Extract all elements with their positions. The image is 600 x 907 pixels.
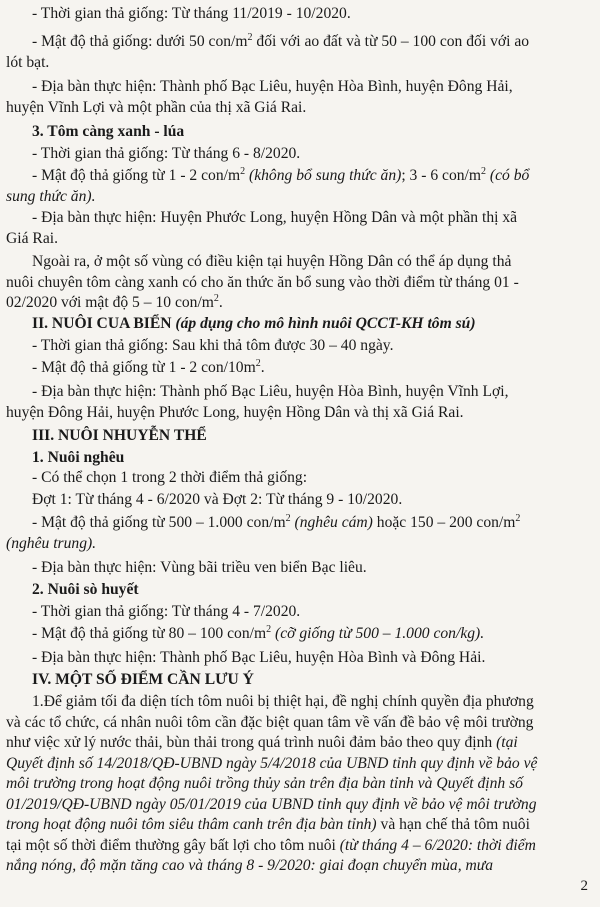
s4-title: III. NUÔI NHUYỄN THỂ [32, 427, 207, 444]
s4-line2: Đợt 1: Từ tháng 4 - 6/2020 và Đợt 2: Từ tháng 9 - 10/2020. [32, 491, 403, 508]
s2-area: - Địa bàn thực hiện: Thành phố Bạc Liêu, huyện Hòa Bình, huyện Vĩnh Lợi, huyện Đông Hải, huyện Phước Long, huyện Hồng Dân và thị xã Giá Rai. [6, 383, 509, 421]
s4-sub1: 1. Nuôi nghêu [32, 449, 125, 466]
s1-area: - Địa bàn thực hiện: Thành phố Bạc Liêu, huyện Hòa Bình, huyện Đông Hải, huyện Vĩnh Lợi và một phần của thị xã Giá Rai. [6, 78, 513, 116]
s5-paragraph: 1.Để giảm tối đa diện tích tôm nuôi bị thiệt hại, đề nghị chính quyền địa phương và các tổ chức, cá nhân nuôi tôm cần đặc biệt quan tâm về vấn đề bảo vệ môi trường như việc xử lý nước thải, bùn thải trong quá trình nuôi đảm bảo theo quy định (tại Quyết định số 14/2018/QĐ-UBND ngày 5/4/2018 của UBND tỉnh quy định về bảo vệ môi trường trong hoạt động nuôi trồng thủy sản trên địa bàn tỉnh và Quyết định số 01/2019/QĐ-UBND ngày 05/01/2019 của UBND tỉnh quy định về bảo vệ môi trường trong hoạt động nuôi tôm siêu thâm canh trên địa bàn tỉnh) và hạn chế thả tôm nuôi tại một số thời điểm thường gây bất lợi cho tôm nuôi (từ tháng 4 – 6/2020: thời điểm nắng nóng, độ mặn tăng cao và tháng 8 - 9/2020: giai đoạn chuyển mùa, mưa [6, 693, 538, 874]
s4-line1: - Có thể chọn 1 trong 2 thời điểm thả giống: [32, 469, 308, 486]
s4-area2: - Địa bàn thực hiện: Thành phố Bạc Liêu, huyện Hòa Bình và Đông Hải. [32, 649, 486, 666]
s4-area: - Địa bàn thực hiện: Vùng bãi triều ven biển Bạc liêu. [32, 559, 367, 576]
s3-area: - Địa bàn thực hiện: Huyện Phước Long, huyện Hồng Dân và một phần thị xã Giá Rai. [6, 209, 518, 247]
s4-density: - Mật độ thả giống từ 500 – 1.000 con/$m^2$ (nghêu cám) hoặc 150 – 200 con/$m^2$ (nghêu trung). [6, 512, 521, 552]
s1-density: - Mật độ thả giống: dưới 50 con/$m^2$ đối với ao đất và từ 50 – 100 con đối với ao lót bạt. [6, 31, 530, 71]
page-number: 2 [580, 878, 588, 894]
s1-line1: - Thời gian thả giống: Từ tháng 11/2019 - 10/2020. [32, 5, 351, 22]
s3-note: Ngoài ra, ở một số vùng có điều kiện tại huyện Hồng Dân có thể áp dụng thả nuôi chuyên tôm càng xanh có cho ăn thức ăn bổ sung vào thời điểm từ tháng 01 - 02/2020 với mật độ 5 – 10 con/$m^2$. [6, 253, 519, 311]
s3-density: - Mật độ thả giống từ 1 - 2 con/$m^2$ (không bổ sung thức ăn); 3 - 6 con/$m^2$ (có bổ sung thức ăn). [6, 165, 530, 205]
s3-line1: - Thời gian thả giống: Từ tháng 6 - 8/2020. [32, 145, 301, 162]
s4-line5: - Thời gian thả giống: Từ tháng 4 - 7/2020. [32, 603, 301, 620]
s3-title: 3. Tôm càng xanh - lúa [32, 123, 185, 140]
s5-title: IV. MỘT SỐ ĐIỂM CẦN LƯU Ý [32, 671, 254, 688]
s2-line1: - Thời gian thả giống: Sau khi thả tôm được 30 – 40 ngày. [32, 337, 394, 354]
s4-sub2: 2. Nuôi sò huyết [32, 581, 139, 598]
s2-density: - Mật độ thả giống từ 1 - 2 con/$10m^2$. [32, 357, 265, 376]
s2-title: II. NUÔI CUA BIỂN (áp dụng cho mô hình nuôi QCCT-KH tôm sú) [32, 315, 476, 332]
s4-density2: - Mật độ thả giống từ 80 – 100 con/$m^2$ (cỡ giống từ 500 – 1.000 con/kg). [32, 623, 485, 642]
